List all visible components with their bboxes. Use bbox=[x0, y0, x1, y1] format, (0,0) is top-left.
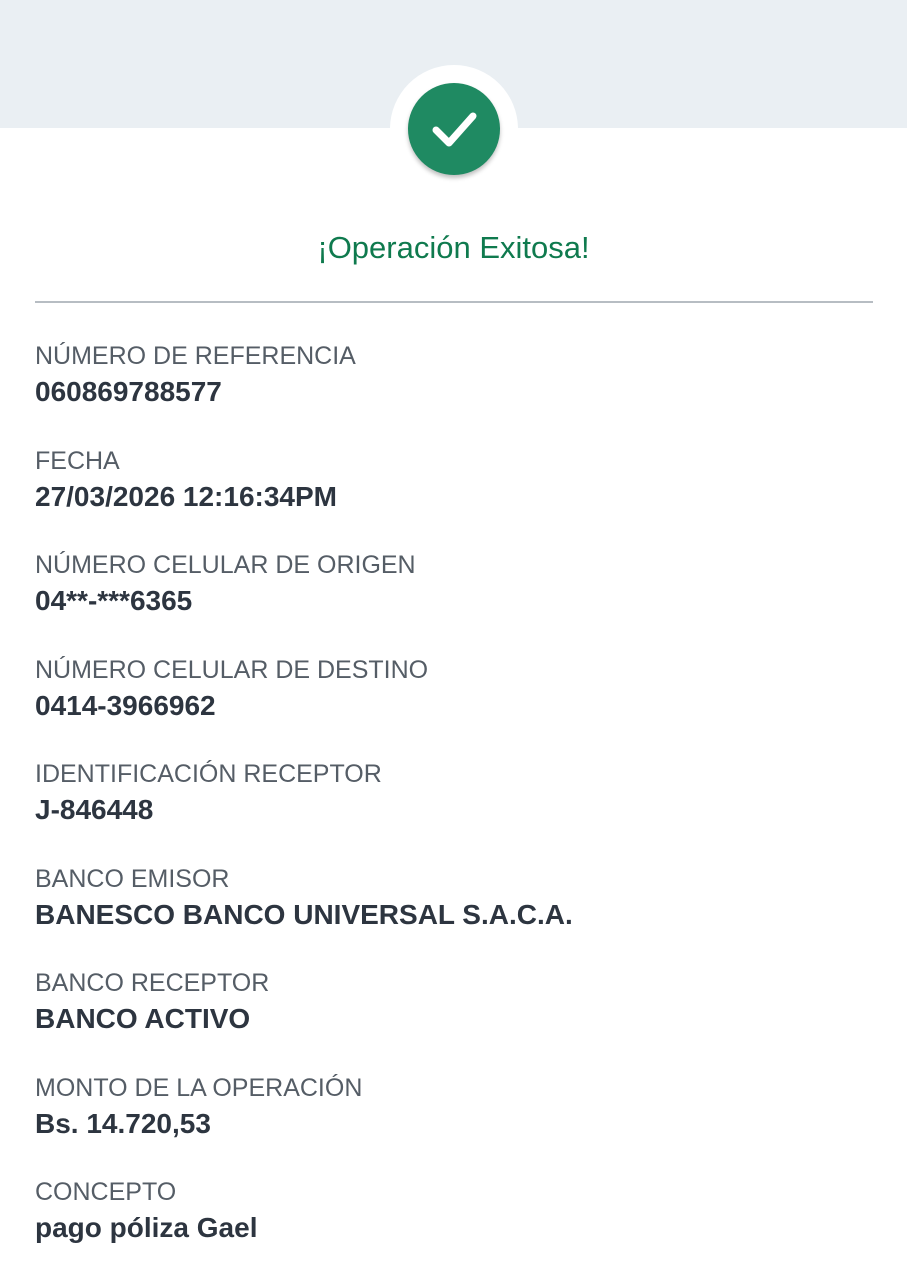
field-label: BANCO EMISOR bbox=[35, 864, 230, 893]
success-title: ¡Operación Exitosa! bbox=[317, 230, 590, 265]
field-value: 0414-3966962 bbox=[35, 689, 216, 721]
field-reference-number bbox=[35, 338, 875, 443]
field-value: Bs. 14.720,53 bbox=[35, 1107, 211, 1139]
field-value: J-846448 bbox=[35, 794, 154, 825]
checkmark-icon bbox=[426, 101, 482, 157]
field-amount bbox=[35, 1070, 875, 1175]
divider bbox=[35, 301, 873, 303]
field-label: NÚMERO DE REFERENCIA bbox=[35, 342, 356, 370]
field-date bbox=[35, 443, 875, 548]
field-concept bbox=[35, 1174, 875, 1279]
field-receiving-bank bbox=[35, 965, 875, 1070]
field-label: NÚMERO CELULAR DE ORIGEN bbox=[35, 551, 416, 579]
field-label: FECHA bbox=[35, 446, 120, 475]
field-label: IDENTIFICACIÓN RECEPTOR bbox=[35, 760, 382, 788]
field-origin-phone bbox=[35, 547, 875, 652]
field-destination-phone bbox=[35, 652, 875, 757]
field-label: CONCEPTO bbox=[35, 1178, 177, 1206]
field-value: pago póliza Gael bbox=[35, 1212, 258, 1243]
field-value: BANESCO BANCO UNIVERSAL S.A.C.A. bbox=[35, 898, 573, 930]
field-label: NÚMERO CELULAR DE DESTINO bbox=[35, 655, 429, 684]
field-label: MONTO DE LA OPERACIÓN bbox=[35, 1073, 363, 1102]
field-issuing-bank bbox=[35, 861, 875, 966]
transaction-details bbox=[35, 338, 875, 1279]
field-value: BANCO ACTIVO bbox=[35, 1003, 251, 1034]
field-value: 060869788577 bbox=[35, 376, 222, 407]
field-value: 27/03/2026 12:16:34PM bbox=[35, 480, 337, 512]
field-value: 04**-***6365 bbox=[35, 585, 193, 616]
success-badge bbox=[408, 83, 500, 175]
field-receiver-id bbox=[35, 756, 875, 861]
field-label: BANCO RECEPTOR bbox=[35, 969, 270, 997]
